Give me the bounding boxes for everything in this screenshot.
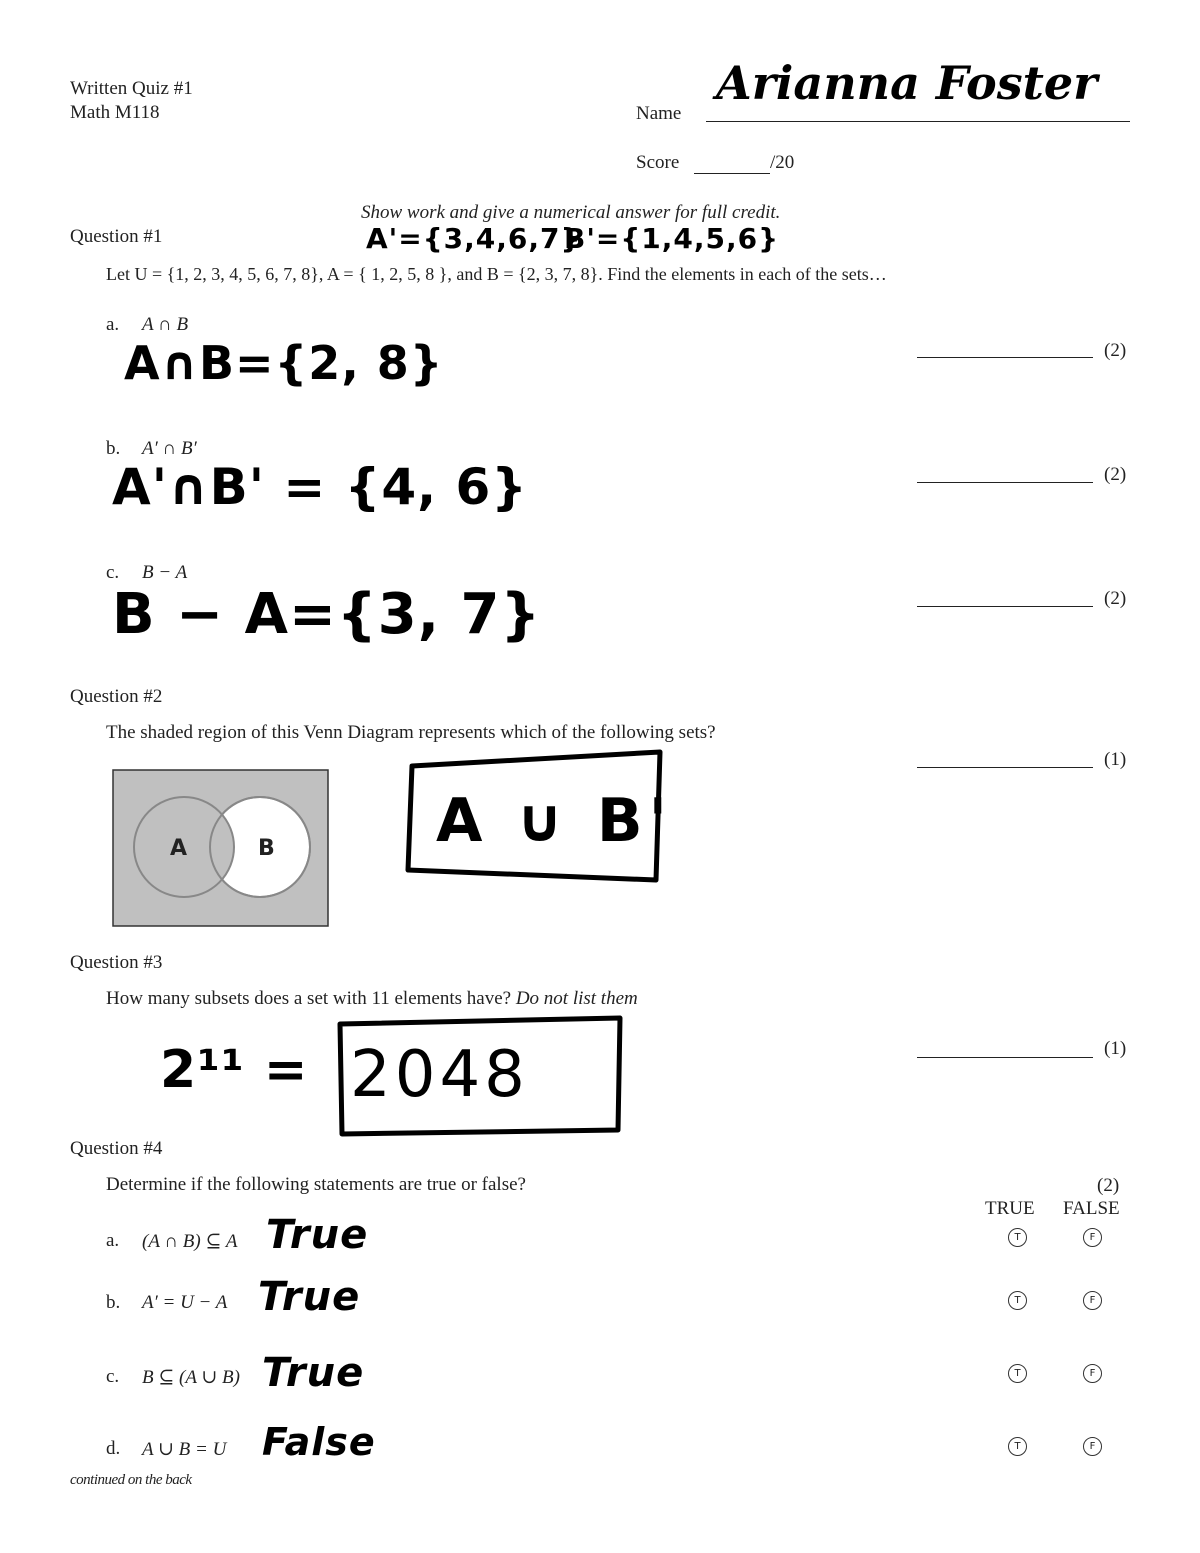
q4d-false-bubble[interactable]: F [1083,1437,1102,1456]
q1a-answer-line[interactable] [917,357,1093,358]
q4c-false-bubble[interactable]: F [1083,1364,1102,1383]
q4b-true-bubble[interactable]: T [1008,1291,1027,1310]
q1a-expr: A ∩ B [142,314,189,335]
question-1-prompt: Let U = {1, 2, 3, 4, 5, 6, 7, 8}, A = { 1, 2, 5, 8 }, and B = {2, 3, 7, 8}. Find the elements in each of the sets… [106,264,887,284]
q4c-label: c. [106,1366,120,1387]
q1c-answer: B − A={3, 7} [112,582,542,647]
question-4-title: Question #4 [70,1138,163,1159]
q4c-answer: True [262,1350,365,1396]
course-name: Math M118 [70,102,160,123]
q1c-label: c. [106,562,120,583]
q2-points: (1) [1104,749,1127,770]
q3-work: 2¹¹ = [160,1040,309,1100]
question-3-title: Question #3 [70,952,163,973]
name-line [706,121,1130,122]
q1c-expr: B − A [142,562,188,583]
q1-scratch-b-complement: B'={1,4,5,6} [564,222,780,255]
question-2-prompt: The shaded region of this Venn Diagram represents which of the following sets? [106,722,716,743]
question-4-prompt: Determine if the following statements are true or false? [106,1174,526,1195]
q1a-answer: A∩B={2, 8} [124,336,444,390]
q4d-label: d. [106,1438,121,1459]
q4a-true-bubble[interactable]: T [1008,1228,1027,1247]
q3-points: (1) [1104,1038,1127,1059]
name-handwriting[interactable]: Arianna Foster [716,56,1098,110]
q3-answer-line[interactable] [917,1057,1093,1058]
q1a-label: a. [106,314,120,335]
q1b-points: (2) [1104,464,1127,485]
q4a-false-bubble[interactable]: F [1083,1228,1102,1247]
question-3-prompt-italic: Do not list them [515,988,638,1009]
q1c-answer-line[interactable] [917,606,1093,607]
venn-label-a: A [170,836,188,861]
score-line[interactable] [694,173,770,174]
venn-label-b: B [258,836,275,861]
q1b-expr: A′ ∩ B′ [142,438,197,459]
instructions: Show work and give a numerical answer for full credit. [361,202,781,223]
q4d-answer: False [262,1420,376,1464]
question-3-prompt [106,988,638,1010]
score-total: /20 [770,152,795,173]
q4-points: (2) [1097,1175,1120,1196]
true-column-header: TRUE [985,1198,1035,1219]
q4b-label: b. [106,1292,121,1313]
quiz-title: Written Quiz #1 [70,78,193,99]
q1b-label: b. [106,438,121,459]
question-3-prompt-text: How many subsets does a set with 11 elements have? [106,988,512,1009]
false-column-header: FALSE [1063,1198,1120,1219]
q4a-answer: True [266,1212,369,1258]
q1b-answer: A'∩B' = {4, 6} [112,458,528,516]
q4b-expr: A′ = U − A [142,1292,228,1313]
score-label: Score [636,152,680,173]
name-label: Name [636,103,682,124]
q1b-answer-line[interactable] [917,482,1093,483]
q2-answer-line[interactable] [917,767,1093,768]
q1c-points: (2) [1104,588,1127,609]
q4b-answer: True [258,1274,361,1320]
q4c-expr: B ⊆ (A ∪ B) [142,1367,240,1388]
q3-answer: 2048 [350,1038,529,1112]
q4a-label: a. [106,1230,120,1251]
continued-note: continued on the back [70,1472,192,1488]
q4d-true-bubble[interactable]: T [1008,1437,1027,1456]
q4b-false-bubble[interactable]: F [1083,1291,1102,1310]
question-2-title: Question #2 [70,686,163,707]
question-1-title: Question #1 [70,226,163,247]
q1-scratch-a-complement: A'={3,4,6,7} [366,222,582,255]
q4a-expr: (A ∩ B) ⊆ A [142,1231,238,1252]
venn-diagram [112,769,330,928]
q4c-true-bubble[interactable]: T [1008,1364,1027,1383]
q2-answer: A ∪ B' [436,786,674,856]
q1a-points: (2) [1104,340,1127,361]
q4d-expr: A ∪ B = U [142,1439,227,1460]
